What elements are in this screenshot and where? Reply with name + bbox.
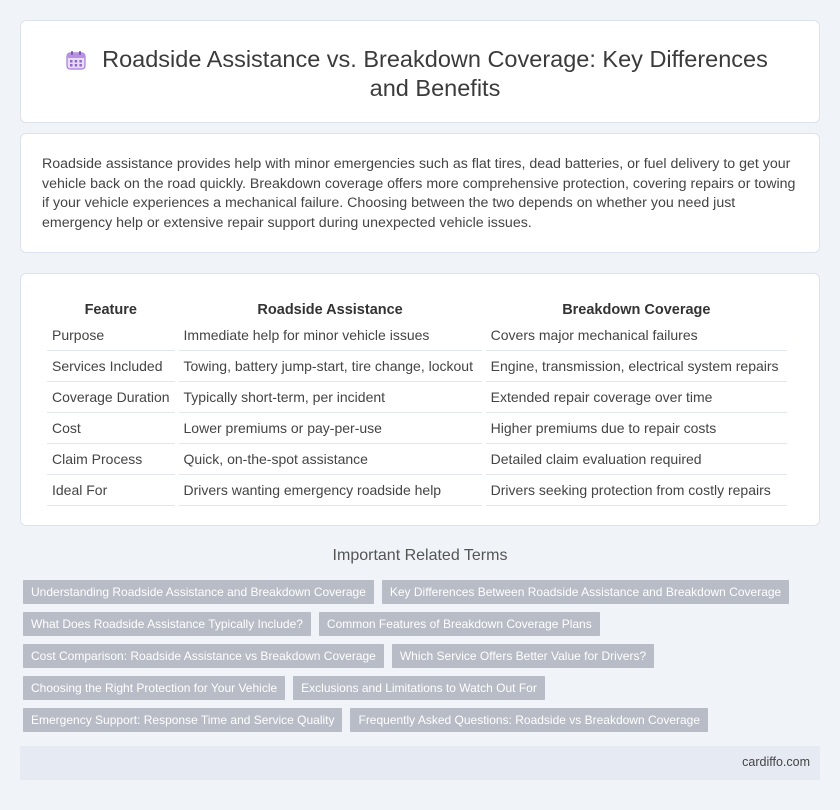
column-header-breakdown: Breakdown Coverage	[562, 302, 711, 318]
intro-card	[20, 133, 820, 253]
related-term-link[interactable]: What Does Roadside Assistance Typically Include?	[23, 612, 311, 636]
breakdown-cell: Engine, transmission, electrical system repairs	[486, 351, 787, 382]
breakdown-cell: Detailed claim evaluation required	[486, 444, 787, 475]
site-link[interactable]: cardiffo.com	[742, 755, 810, 769]
related-term-link[interactable]: Which Service Offers Better Value for Drivers?	[392, 644, 654, 668]
feature-cell: Coverage Duration	[47, 382, 175, 413]
tag-row	[23, 676, 813, 700]
comparison-card	[20, 273, 820, 526]
related-term-link[interactable]: Key Differences Between Roadside Assistance and Breakdown Coverage	[382, 580, 789, 604]
related-term-link[interactable]: Common Features of Breakdown Coverage Plans	[319, 612, 600, 636]
roadside-cell: Towing, battery jump-start, tire change, lockout	[179, 351, 482, 382]
breakdown-cell: Extended repair coverage over time	[486, 382, 787, 413]
table-row	[47, 351, 787, 382]
roadside-cell: Immediate help for minor vehicle issues	[179, 320, 482, 351]
related-terms-list	[23, 580, 813, 740]
roadside-cell: Lower premiums or pay-per-use	[179, 413, 482, 444]
roadside-cell: Drivers wanting emergency roadside help	[179, 475, 482, 506]
feature-cell: Ideal For	[47, 475, 175, 506]
related-term-link[interactable]: Exclusions and Limitations to Watch Out For	[293, 676, 545, 700]
related-term-link[interactable]: Emergency Support: Response Time and Service Quality	[23, 708, 342, 732]
comparison-table	[43, 296, 791, 506]
related-term-link[interactable]: Cost Comparison: Roadside Assistance vs Breakdown Coverage	[23, 644, 384, 668]
related-terms-heading: Important Related Terms	[332, 547, 508, 564]
intro-paragraph: Roadside assistance provides help with minor emergencies such as flat tires, dead batteries, or fuel delivery to get your vehicle back on the road quickly. Breakdown coverage offers more comprehensive protection, covering repairs or towing if your vehicle experiences a mechanical failure. Choosing between the two depends on whether you need just emergency help or extensive repair support during unexpected vehicle issues.	[42, 156, 796, 231]
roadside-cell: Quick, on-the-spot assistance	[179, 444, 482, 475]
breakdown-cell: Covers major mechanical failures	[486, 320, 787, 351]
related-term-link[interactable]: Understanding Roadside Assistance and Breakdown Coverage	[23, 580, 374, 604]
column-header-feature: Feature	[84, 302, 137, 318]
table-row	[47, 413, 787, 444]
feature-cell: Claim Process	[47, 444, 175, 475]
footer	[20, 746, 820, 780]
table-row	[47, 382, 787, 413]
table-row	[47, 475, 787, 506]
tag-row	[23, 644, 813, 668]
tag-row	[23, 612, 813, 636]
page-title: Roadside Assistance vs. Breakdown Coverage: Key Differences and Benefits	[102, 46, 768, 101]
feature-cell: Purpose	[47, 320, 175, 351]
table-row	[47, 444, 787, 475]
tag-row	[23, 580, 813, 604]
feature-cell: Services Included	[47, 351, 175, 382]
column-header-roadside: Roadside Assistance	[257, 302, 403, 318]
table-row	[47, 320, 787, 351]
table-header-row	[47, 296, 787, 320]
header-card	[20, 20, 820, 123]
roadside-cell: Typically short-term, per incident	[179, 382, 482, 413]
breakdown-cell: Higher premiums due to repair costs	[486, 413, 787, 444]
related-term-link[interactable]: Choosing the Right Protection for Your Vehicle	[23, 676, 285, 700]
feature-cell: Cost	[47, 413, 175, 444]
related-term-link[interactable]: Frequently Asked Questions: Roadside vs Breakdown Coverage	[350, 708, 708, 732]
breakdown-cell: Drivers seeking protection from costly repairs	[486, 475, 787, 506]
tag-row	[23, 708, 813, 732]
